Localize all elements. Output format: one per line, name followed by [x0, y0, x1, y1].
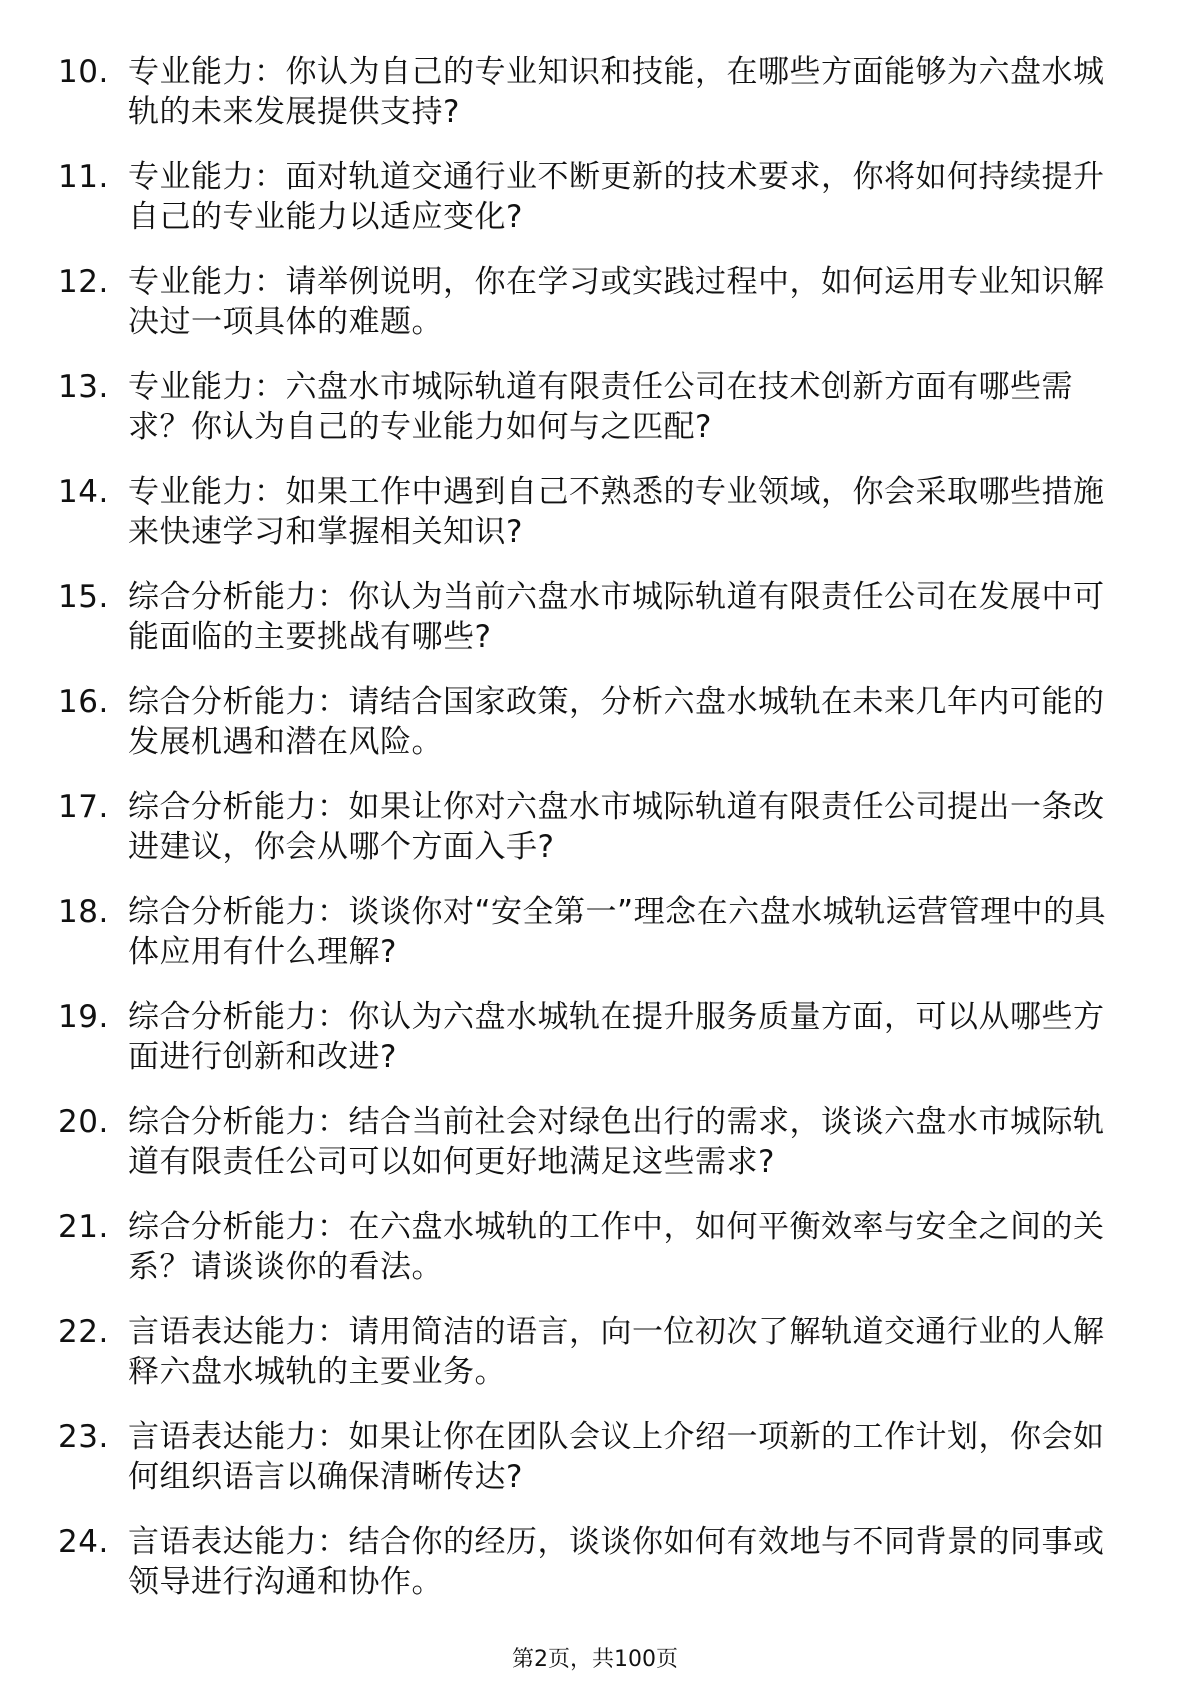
- question-number: 20.: [58, 1104, 109, 1140]
- question-item: [58, 157, 1118, 237]
- question-number: 11.: [58, 159, 109, 195]
- question-number: 24.: [58, 1524, 109, 1560]
- question-text: 专业能力：如果工作中遇到自己不熟悉的专业领域，你会采取哪些措施来快速学习和掌握相关知识?: [128, 474, 1105, 550]
- question-text: 专业能力：六盘水市城际轨道有限责任公司在技术创新方面有哪些需求？你认为自己的专业能力如何与之匹配?: [128, 369, 1073, 445]
- question-number: 16.: [58, 684, 109, 720]
- question-text: 言语表达能力：如果让你在团队会议上介绍一项新的工作计划，你会如何组织语言以确保清晰传达?: [128, 1419, 1105, 1495]
- page-footer: 第2页，共100页: [512, 1647, 678, 1672]
- question-item: [58, 52, 1118, 132]
- question-number: 14.: [58, 474, 109, 510]
- question-text: 言语表达能力：请用简洁的语言，向一位初次了解轨道交通行业的人解释六盘水城轨的主要业务。: [128, 1314, 1105, 1390]
- question-item: [58, 1207, 1118, 1287]
- question-item: [58, 1417, 1118, 1497]
- question-number: 21.: [58, 1209, 109, 1245]
- question-text: 综合分析能力：你认为当前六盘水市城际轨道有限责任公司在发展中可能面临的主要挑战有哪些?: [128, 579, 1105, 655]
- question-item: [58, 1522, 1118, 1602]
- question-number: 12.: [58, 264, 109, 300]
- question-item: [58, 1102, 1118, 1182]
- question-text: 综合分析能力：如果让你对六盘水市城际轨道有限责任公司提出一条改进建议，你会从哪个方面入手?: [128, 789, 1105, 865]
- question-list: [58, 52, 1118, 1627]
- question-number: 19.: [58, 999, 109, 1035]
- question-number: 17.: [58, 789, 109, 825]
- question-item: [58, 997, 1118, 1077]
- question-item: [58, 1312, 1118, 1392]
- question-text: 专业能力：请举例说明，你在学习或实践过程中，如何运用专业知识解决过一项具体的难题。: [128, 264, 1105, 340]
- question-text: 综合分析能力：结合当前社会对绿色出行的需求，谈谈六盘水市城际轨道有限责任公司可以如何更好地满足这些需求?: [128, 1104, 1105, 1180]
- question-number: 15.: [58, 579, 109, 615]
- question-item: [58, 262, 1118, 342]
- question-item: [58, 892, 1118, 972]
- question-item: [58, 472, 1118, 552]
- question-item: [58, 367, 1118, 447]
- question-text: 专业能力：你认为自己的专业知识和技能，在哪些方面能够为六盘水城轨的未来发展提供支持?: [128, 54, 1105, 130]
- question-text: 综合分析能力：谈谈你对“安全第一”理念在六盘水城轨运营管理中的具体应用有什么理解?: [128, 894, 1107, 970]
- question-number: 23.: [58, 1419, 109, 1455]
- question-number: 10.: [58, 54, 109, 90]
- question-item: [58, 577, 1118, 657]
- question-text: 综合分析能力：在六盘水城轨的工作中，如何平衡效率与安全之间的关系？请谈谈你的看法。: [128, 1209, 1105, 1285]
- question-item: [58, 787, 1118, 867]
- question-text: 专业能力：面对轨道交通行业不断更新的技术要求，你将如何持续提升自己的专业能力以适应变化?: [128, 159, 1105, 235]
- question-number: 18.: [58, 894, 109, 930]
- question-number: 13.: [58, 369, 109, 405]
- question-text: 综合分析能力：你认为六盘水城轨在提升服务质量方面，可以从哪些方面进行创新和改进?: [128, 999, 1105, 1075]
- question-number: 22.: [58, 1314, 109, 1350]
- question-text: 综合分析能力：请结合国家政策，分析六盘水城轨在未来几年内可能的发展机遇和潜在风险。: [128, 684, 1105, 760]
- question-item: [58, 682, 1118, 762]
- question-text: 言语表达能力：结合你的经历，谈谈你如何有效地与不同背景的同事或领导进行沟通和协作。: [128, 1524, 1105, 1600]
